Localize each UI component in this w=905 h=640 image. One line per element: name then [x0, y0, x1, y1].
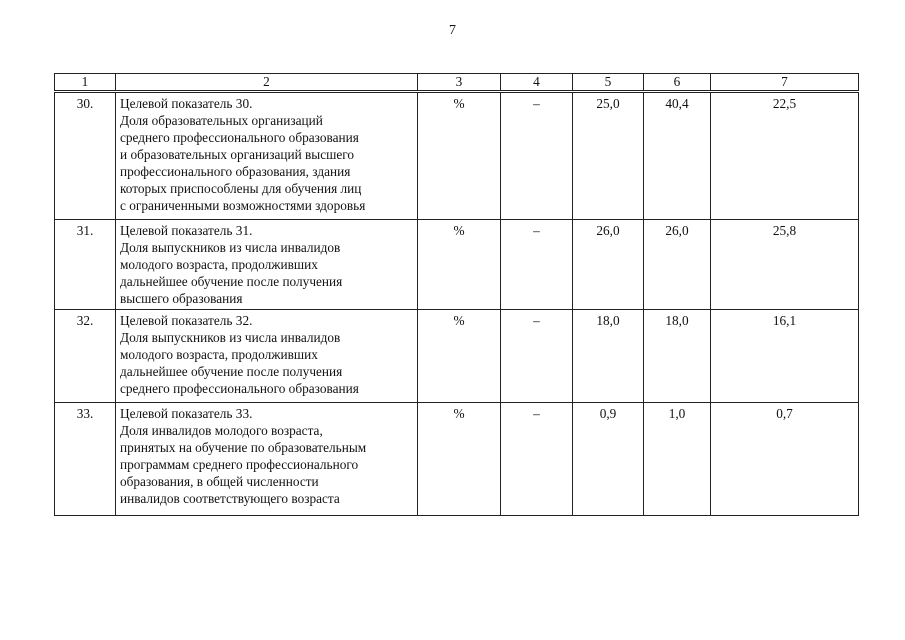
description-line: молодого возраста, продолживших — [120, 257, 318, 272]
description-line: инвалидов соответствующего возраста — [120, 491, 340, 506]
column-5-value: 26,0 — [573, 220, 644, 310]
page-number: 7 — [449, 23, 456, 38]
description-line: Доля выпускников из числа инвалидов — [120, 240, 341, 255]
column-header: 6 — [644, 74, 711, 92]
row-number: 33. — [55, 403, 116, 516]
indicator-description — [116, 310, 418, 403]
indicator-title: Целевой показатель 31. — [120, 223, 253, 238]
description-line: Доля инвалидов молодого возраста, — [120, 423, 323, 438]
description-line: образования, в общей численности — [120, 474, 319, 489]
indicator-description — [116, 220, 418, 310]
column-header: 2 — [116, 74, 418, 92]
table-row — [55, 403, 859, 516]
column-4-cell: – — [501, 220, 573, 310]
description-line: дальнейшее обучение после получения — [120, 274, 343, 289]
indicators-table — [54, 73, 859, 516]
unit-cell: % — [418, 310, 501, 403]
column-header: 4 — [501, 74, 573, 92]
column-header: 5 — [573, 74, 644, 92]
description-line: высшего образования — [120, 291, 243, 306]
description-line: молодого возраста, продолживших — [120, 347, 318, 362]
column-header: 3 — [418, 74, 501, 92]
table-row — [55, 92, 859, 220]
description-line: с ограниченными возможностями здоровья — [120, 198, 366, 213]
description-line: среднего профессионального образования — [120, 130, 359, 145]
description-line: Доля выпускников из числа инвалидов — [120, 330, 341, 345]
description-line: профессионального образования, здания — [120, 164, 351, 179]
description-line: программам среднего профессионального — [120, 457, 359, 472]
column-5-value: 18,0 — [573, 310, 644, 403]
row-number: 32. — [55, 310, 116, 403]
column-5-value: 25,0 — [573, 92, 644, 220]
column-7-value: 22,5 — [711, 92, 859, 220]
description-line: среднего профессионального образования — [120, 381, 359, 396]
row-number: 31. — [55, 220, 116, 310]
unit-cell: % — [418, 403, 501, 516]
unit-cell: % — [418, 220, 501, 310]
indicator-title: Целевой показатель 32. — [120, 313, 253, 328]
column-6-value: 18,0 — [644, 310, 711, 403]
column-7-value: 16,1 — [711, 310, 859, 403]
column-header: 7 — [711, 74, 859, 92]
column-6-value: 40,4 — [644, 92, 711, 220]
column-4-cell: – — [501, 310, 573, 403]
table-row — [55, 220, 859, 310]
column-header: 1 — [55, 74, 116, 92]
column-5-value: 0,9 — [573, 403, 644, 516]
indicator-title: Целевой показатель 33. — [120, 406, 253, 421]
description-line: Доля образовательных организаций — [120, 113, 323, 128]
column-4-cell: – — [501, 92, 573, 220]
column-7-value: 25,8 — [711, 220, 859, 310]
row-number: 30. — [55, 92, 116, 220]
column-4-cell: – — [501, 403, 573, 516]
column-7-value: 0,7 — [711, 403, 859, 516]
indicator-description — [116, 92, 418, 220]
indicator-description — [116, 403, 418, 516]
description-line: и образовательных организаций высшего — [120, 147, 355, 162]
unit-cell: % — [418, 92, 501, 220]
table-row — [55, 310, 859, 403]
column-number-row — [55, 74, 859, 92]
indicator-title: Целевой показатель 30. — [120, 96, 253, 111]
description-line: дальнейшее обучение после получения — [120, 364, 343, 379]
column-6-value: 26,0 — [644, 220, 711, 310]
description-line: принятых на обучение по образовательным — [120, 440, 367, 455]
column-6-value: 1,0 — [644, 403, 711, 516]
description-line: которых приспособлены для обучения лиц — [120, 181, 362, 196]
